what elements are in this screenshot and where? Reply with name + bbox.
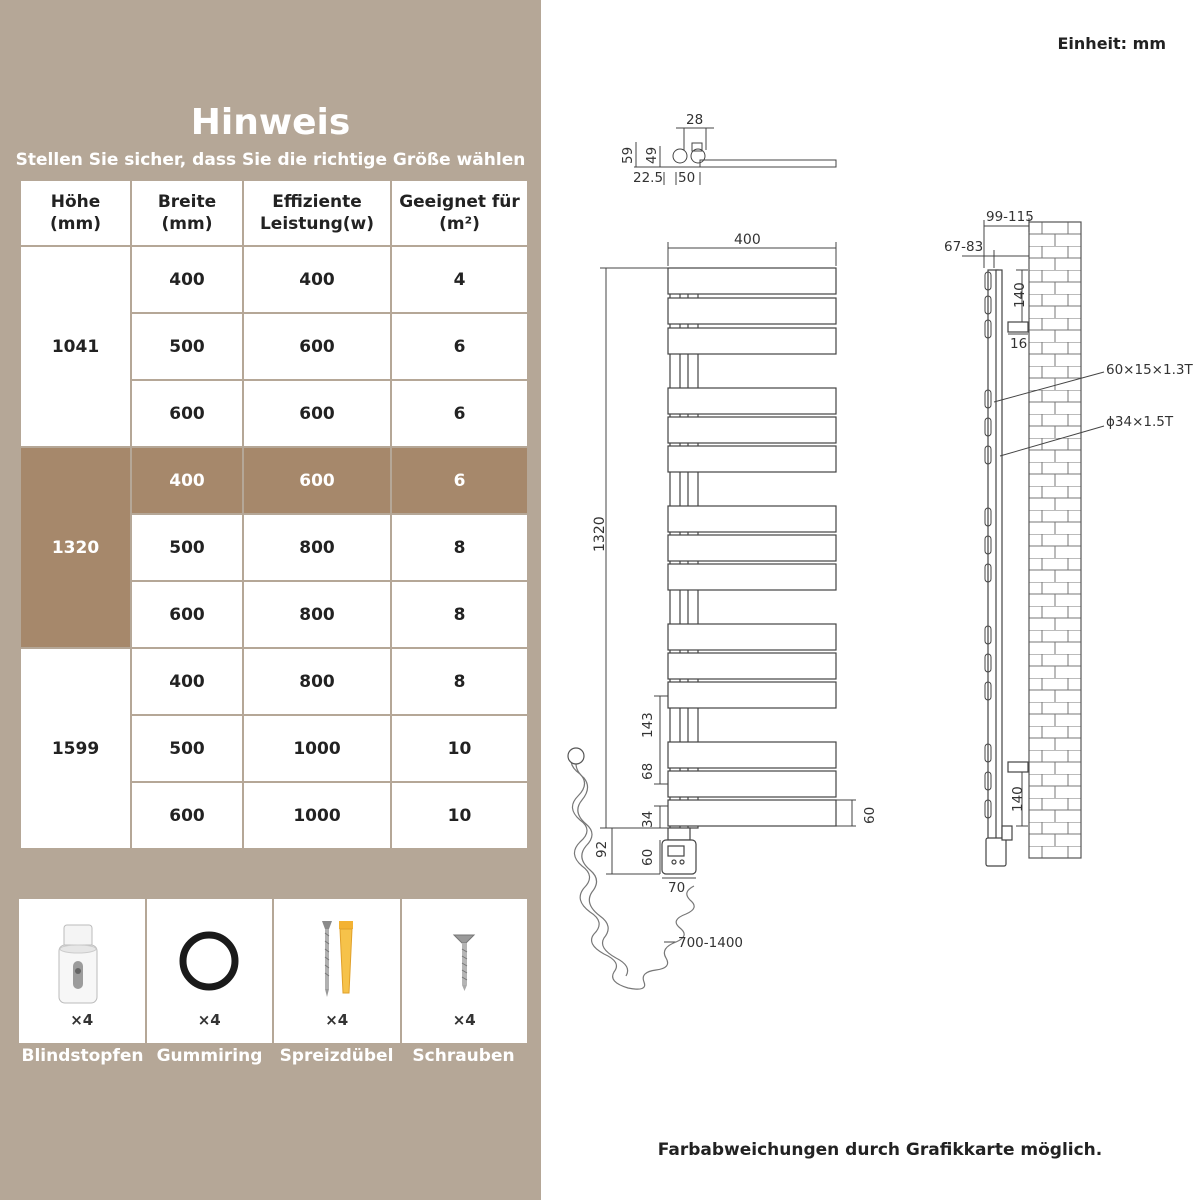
accessory-qty: ×4 bbox=[197, 1011, 221, 1029]
width-cell: 500 bbox=[131, 514, 243, 581]
power-cell: 1000 bbox=[243, 782, 391, 849]
table-header-row bbox=[20, 180, 528, 246]
accessory-spreizduebel bbox=[274, 899, 402, 1043]
width-cell: 500 bbox=[131, 313, 243, 380]
area-cell: 8 bbox=[391, 648, 528, 715]
header-power: Effiziente Leistung(w) bbox=[243, 180, 391, 246]
brick-wall bbox=[1029, 222, 1081, 858]
area-cell-highlighted: 6 bbox=[391, 447, 528, 514]
accessory-name: Schrauben bbox=[412, 1046, 515, 1066]
width-cell: 500 bbox=[131, 715, 243, 782]
size-table bbox=[19, 179, 529, 850]
technical-drawing bbox=[541, 0, 1200, 1200]
spec-panel bbox=[0, 0, 541, 1200]
accessory-qty: ×4 bbox=[452, 1011, 476, 1029]
heating-bar bbox=[668, 742, 836, 768]
heating-element-button bbox=[672, 860, 676, 864]
area-cell: 10 bbox=[391, 715, 528, 782]
heating-bar bbox=[668, 682, 836, 708]
heating-bar bbox=[668, 328, 836, 354]
accessory-labels bbox=[19, 1046, 527, 1066]
area-cell: 6 bbox=[391, 380, 528, 447]
heating-bar bbox=[668, 800, 836, 826]
power-cell: 800 bbox=[243, 648, 391, 715]
dim-top-spacing: 50 bbox=[678, 170, 696, 186]
accessory-name: Gummiring bbox=[156, 1046, 263, 1066]
dim-base: 92 bbox=[594, 840, 610, 858]
dim-wall-distance: 99-115 bbox=[986, 209, 1034, 225]
power-cell-highlighted: 600 bbox=[243, 447, 391, 514]
screw-icon bbox=[402, 909, 527, 1009]
dim-element-height: 60 bbox=[640, 848, 656, 866]
dim-top-h1: 59 bbox=[620, 146, 636, 164]
width-cell: 400 bbox=[131, 246, 243, 313]
heating-bar bbox=[668, 268, 836, 294]
front-view bbox=[662, 268, 836, 874]
width-cell: 400 bbox=[131, 648, 243, 715]
accessory-name: Spreizdübel bbox=[279, 1046, 394, 1066]
power-cell: 1000 bbox=[243, 715, 391, 782]
heating-bar bbox=[668, 298, 836, 324]
wall-bracket bbox=[1008, 762, 1028, 772]
accessories-row bbox=[19, 899, 527, 1043]
heating-element-display bbox=[668, 846, 684, 856]
accessory-blindstopfen bbox=[19, 899, 147, 1043]
heating-element-button bbox=[680, 860, 684, 864]
accessory-name: Blindstopfen bbox=[21, 1046, 144, 1066]
side-tube-inner bbox=[996, 270, 1002, 840]
dim-top-depth: 28 bbox=[686, 112, 704, 128]
heating-bar bbox=[668, 535, 836, 561]
heating-bar bbox=[668, 506, 836, 532]
dim-bottom-bar: 34 bbox=[640, 810, 656, 828]
side-heating-element bbox=[986, 838, 1006, 866]
header-area: Geeignet für (m²) bbox=[391, 180, 528, 246]
dim-round-tube: ϕ34×1.5T bbox=[1106, 414, 1174, 430]
area-cell: 10 bbox=[391, 782, 528, 849]
power-cell: 400 bbox=[243, 246, 391, 313]
accessory-schrauben bbox=[402, 899, 528, 1043]
dim-width: 400 bbox=[734, 232, 761, 248]
area-cell: 4 bbox=[391, 246, 528, 313]
table-row bbox=[20, 246, 528, 313]
dim-mount-depth: 67-83 bbox=[944, 239, 984, 255]
height-cell: 1041 bbox=[20, 246, 131, 447]
dim-top-h2: 49 bbox=[644, 146, 660, 164]
height-cell-highlighted: 1320 bbox=[20, 447, 131, 648]
header-height: Höhe (mm) bbox=[20, 180, 131, 246]
dim-bottom-mount: 140 bbox=[1010, 786, 1026, 812]
width-cell: 600 bbox=[131, 581, 243, 648]
blind-plug-icon bbox=[19, 909, 144, 1009]
dim-height: 1320 bbox=[592, 516, 608, 552]
width-cell: 600 bbox=[131, 782, 243, 849]
width-cell: 600 bbox=[131, 380, 243, 447]
dim-bracket: 16 bbox=[1010, 336, 1028, 352]
heating-bar bbox=[668, 446, 836, 472]
area-cell: 8 bbox=[391, 514, 528, 581]
top-view-pipe bbox=[673, 149, 687, 163]
top-view-bar bbox=[700, 160, 836, 167]
dim-top-offset: 22.5 bbox=[633, 170, 664, 186]
dim-gap1: 143 bbox=[640, 712, 656, 738]
heating-bar bbox=[668, 653, 836, 679]
wall-plug-icon bbox=[274, 909, 399, 1009]
heating-element bbox=[662, 840, 696, 874]
heating-bar bbox=[668, 388, 836, 414]
heating-bar bbox=[668, 564, 836, 590]
power-cell: 800 bbox=[243, 581, 391, 648]
unit-note: Einheit: mm bbox=[1057, 34, 1166, 53]
top-view bbox=[634, 128, 836, 185]
dim-element-width: 70 bbox=[668, 880, 686, 896]
wall-bracket bbox=[1008, 322, 1028, 332]
dim-bar-height: 60 bbox=[862, 806, 878, 824]
dim-gap2: 68 bbox=[640, 762, 656, 780]
area-cell: 6 bbox=[391, 313, 528, 380]
side-element-connector bbox=[1002, 826, 1012, 840]
dim-flat-tube: 60×15×1.3T bbox=[1106, 362, 1193, 378]
notice-subtitle: Stellen Sie sicher, dass Sie die richtige Größe wählen bbox=[15, 150, 526, 170]
power-cell: 800 bbox=[243, 514, 391, 581]
dim-cable: 700-1400 bbox=[678, 935, 743, 951]
accessory-gummiring bbox=[147, 899, 275, 1043]
notice-title: Hinweis bbox=[190, 102, 351, 143]
rubber-ring-icon bbox=[147, 909, 272, 1009]
accessory-qty: ×4 bbox=[325, 1011, 349, 1029]
width-cell-highlighted: 400 bbox=[131, 447, 243, 514]
heating-bar bbox=[668, 771, 836, 797]
heating-bar bbox=[668, 624, 836, 650]
area-cell: 8 bbox=[391, 581, 528, 648]
dim-top-mount: 140 bbox=[1012, 282, 1028, 308]
table-row-highlighted bbox=[20, 447, 528, 514]
heating-bar bbox=[668, 417, 836, 443]
footer-note: Farbabweichungen durch Grafikkarte möglich. bbox=[657, 1140, 1103, 1160]
power-cell: 600 bbox=[243, 380, 391, 447]
power-cell: 600 bbox=[243, 313, 391, 380]
height-cell: 1599 bbox=[20, 648, 131, 849]
table-row bbox=[20, 648, 528, 715]
header-width: Breite (mm) bbox=[131, 180, 243, 246]
accessory-qty: ×4 bbox=[70, 1011, 94, 1029]
heating-element-connector bbox=[668, 828, 690, 840]
